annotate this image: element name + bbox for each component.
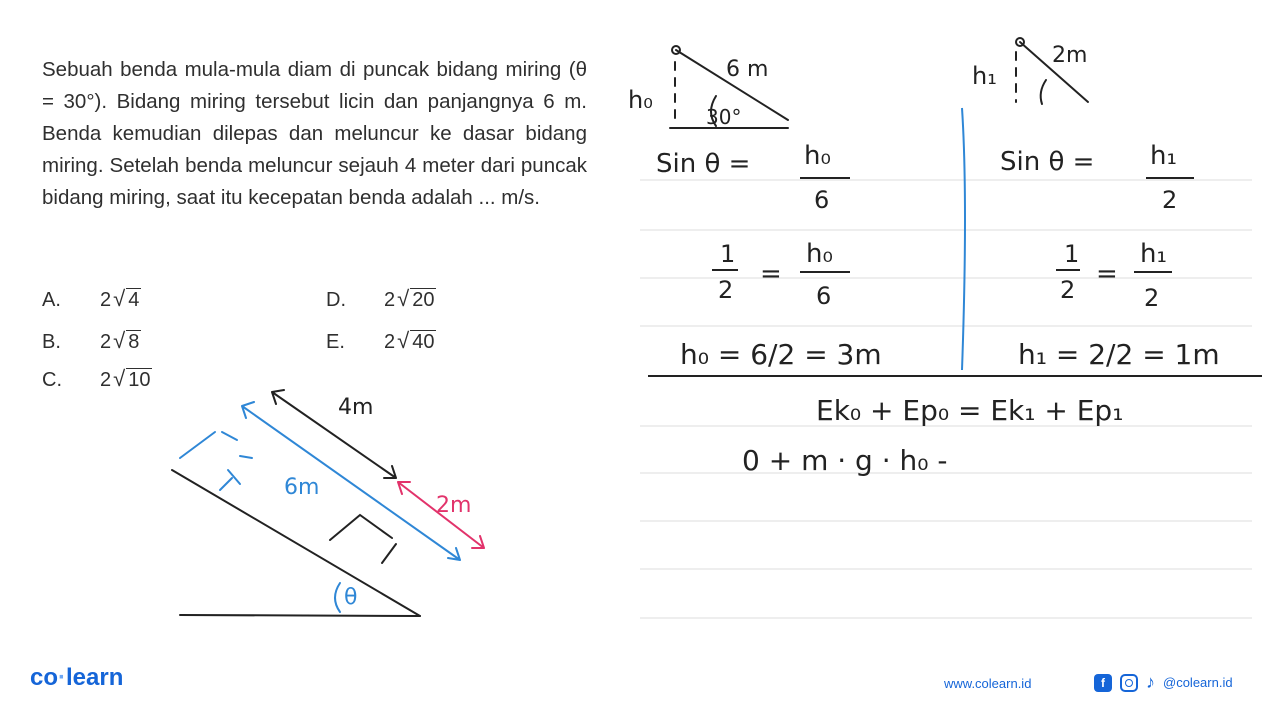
- sqrt-symbol: √ 8: [113, 328, 140, 353]
- tri1-height: h₀: [628, 86, 653, 114]
- eq-right-2-den: 2: [1144, 284, 1160, 312]
- problem-text: Sebuah benda mula-mula diam di puncak bidang miring (θ = 30°). Bidang miring tersebut licin dan panjangnya 6 m. Benda kemudian dilepas dan meluncur ke dasar bidang miring. Setelah benda meluncur sejauh 4 meter dari puncak bidang miring, saat itu kecepatan benda adalah ... m/s.: [42, 58, 587, 209]
- label-4m: 4m: [338, 395, 374, 420]
- energy-equation-2: 0 + m · g · h₀ -: [742, 444, 948, 477]
- tri2-height: h₁: [972, 62, 997, 90]
- option-letter: E.: [326, 331, 345, 353]
- eq-left-2-a-den: 2: [718, 276, 734, 304]
- label-6m: 6m: [284, 475, 320, 500]
- tri2-length: 2m: [1052, 43, 1088, 68]
- option-letter: B.: [42, 331, 61, 353]
- label-2m: 2m: [436, 493, 472, 518]
- option-letter: A.: [42, 289, 61, 311]
- option-coef: 2: [384, 289, 396, 311]
- option-radicand: 4: [128, 289, 140, 311]
- sqrt-symbol: √ 4: [113, 286, 140, 311]
- eq-right-1-num: h₁: [1150, 141, 1177, 171]
- eq-left-2-eq: =: [760, 259, 782, 289]
- option-radicand: 10: [128, 369, 151, 391]
- divider-line: [962, 108, 965, 370]
- eq-right-1-den: 2: [1162, 186, 1178, 214]
- eq-right-2-a-den: 2: [1060, 276, 1076, 304]
- eq-left-1-den: 6: [814, 186, 830, 214]
- tiktok-icon[interactable]: ♪: [1146, 672, 1155, 692]
- option-letter: D.: [326, 289, 346, 311]
- option-coef: 2: [100, 331, 112, 353]
- energy-equation: Ek₀ + Ep₀ = Ek₁ + Ep₁: [816, 394, 1124, 427]
- facebook-icon[interactable]: f: [1094, 674, 1112, 692]
- option-coef: 2: [100, 369, 112, 391]
- option-letter: C.: [42, 369, 62, 391]
- eq-right-2-a-num: 1: [1064, 240, 1080, 268]
- option-coef: 2: [384, 331, 396, 353]
- label-theta: θ: [344, 585, 358, 610]
- eq-right-2-eq: =: [1096, 259, 1118, 289]
- option-radicand: 8: [128, 331, 140, 353]
- eq-right-1: Sin θ =: [1000, 147, 1095, 177]
- eq-left-2-a-num: 1: [720, 240, 736, 268]
- sqrt-symbol: √ 40: [397, 328, 435, 353]
- eq-right-2-num: h₁: [1140, 239, 1167, 269]
- instagram-icon[interactable]: [1120, 674, 1138, 692]
- eq-left-1-num: h₀: [804, 141, 831, 171]
- eq-left-2-num: h₀: [806, 239, 833, 269]
- sqrt-symbol: √ 10: [113, 366, 151, 391]
- option-radicand: 40: [412, 331, 435, 353]
- sqrt-symbol: √ 20: [397, 286, 435, 311]
- tri1-length: 6 m: [726, 57, 769, 82]
- colearn-logo: co·learn: [30, 664, 124, 691]
- eq-left-3: h₀ = 6/2 = 3m: [680, 338, 882, 371]
- eq-left-2-den: 6: [816, 282, 832, 310]
- eq-left-1: Sin θ =: [656, 149, 751, 179]
- website-link[interactable]: www.colearn.id: [944, 676, 1032, 691]
- eq-right-3: h₁ = 2/2 = 1m: [1018, 338, 1220, 371]
- option-coef: 2: [100, 289, 112, 311]
- option-radicand: 20: [412, 289, 435, 311]
- social-handle[interactable]: @colearn.id: [1163, 675, 1233, 690]
- social-links: [1094, 672, 1233, 693]
- tri1-angle: 30°: [706, 105, 742, 129]
